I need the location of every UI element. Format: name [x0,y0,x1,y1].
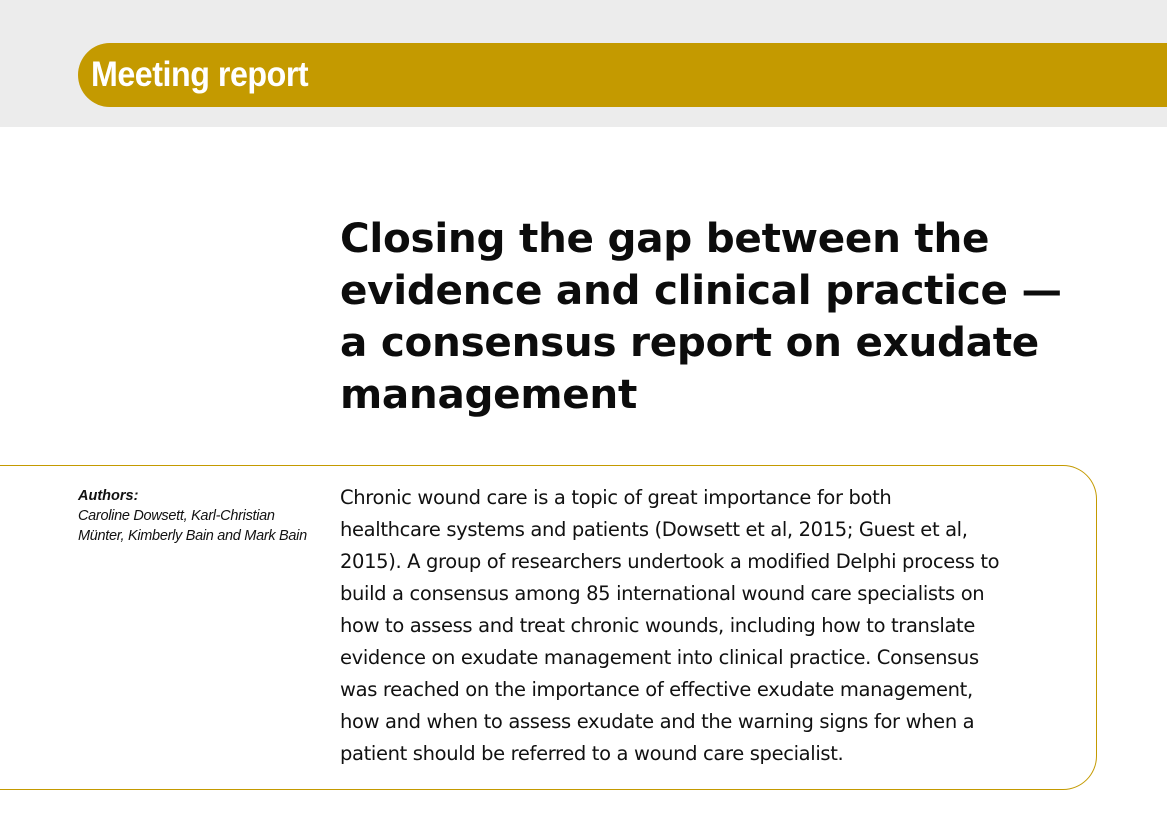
authors-block [78,486,328,546]
title-line: management [340,370,638,418]
title-line: evidence and clinical practice — [340,266,1062,314]
authors-line: Münter, Kimberly Bain and Mark Bain [78,528,307,544]
abstract-line: patient should be referred to a wound care specialist. [340,742,844,765]
abstract-line: 2015). A group of researchers undertook a modified Delphi process to [340,550,1000,573]
abstract-line: how and when to assess exudate and the warning signs for when a [340,710,975,733]
abstract-line: how to assess and treat chronic wounds, including how to translate [340,614,975,637]
title-line: Closing the gap between the [340,214,990,262]
section-banner [78,43,1167,107]
section-label: Meeting report [91,55,309,94]
abstract-line: evidence on exudate management into clinical practice. Consensus [340,646,979,669]
abstract-line: was reached on the importance of effective exudate management, [340,678,973,701]
article-title [340,212,1100,420]
authors-line: Caroline Dowsett, Karl-Christian [78,508,275,524]
abstract-line: build a consensus among 85 international wound care specialists on [340,582,985,605]
authors-heading: Authors: [78,488,139,504]
abstract-text [340,482,1080,770]
abstract-line: Chronic wound care is a topic of great importance for both [340,486,892,509]
title-line: a consensus report on exudate [340,318,1039,366]
abstract-line: healthcare systems and patients (Dowsett et al, 2015; Guest et al, [340,518,968,541]
